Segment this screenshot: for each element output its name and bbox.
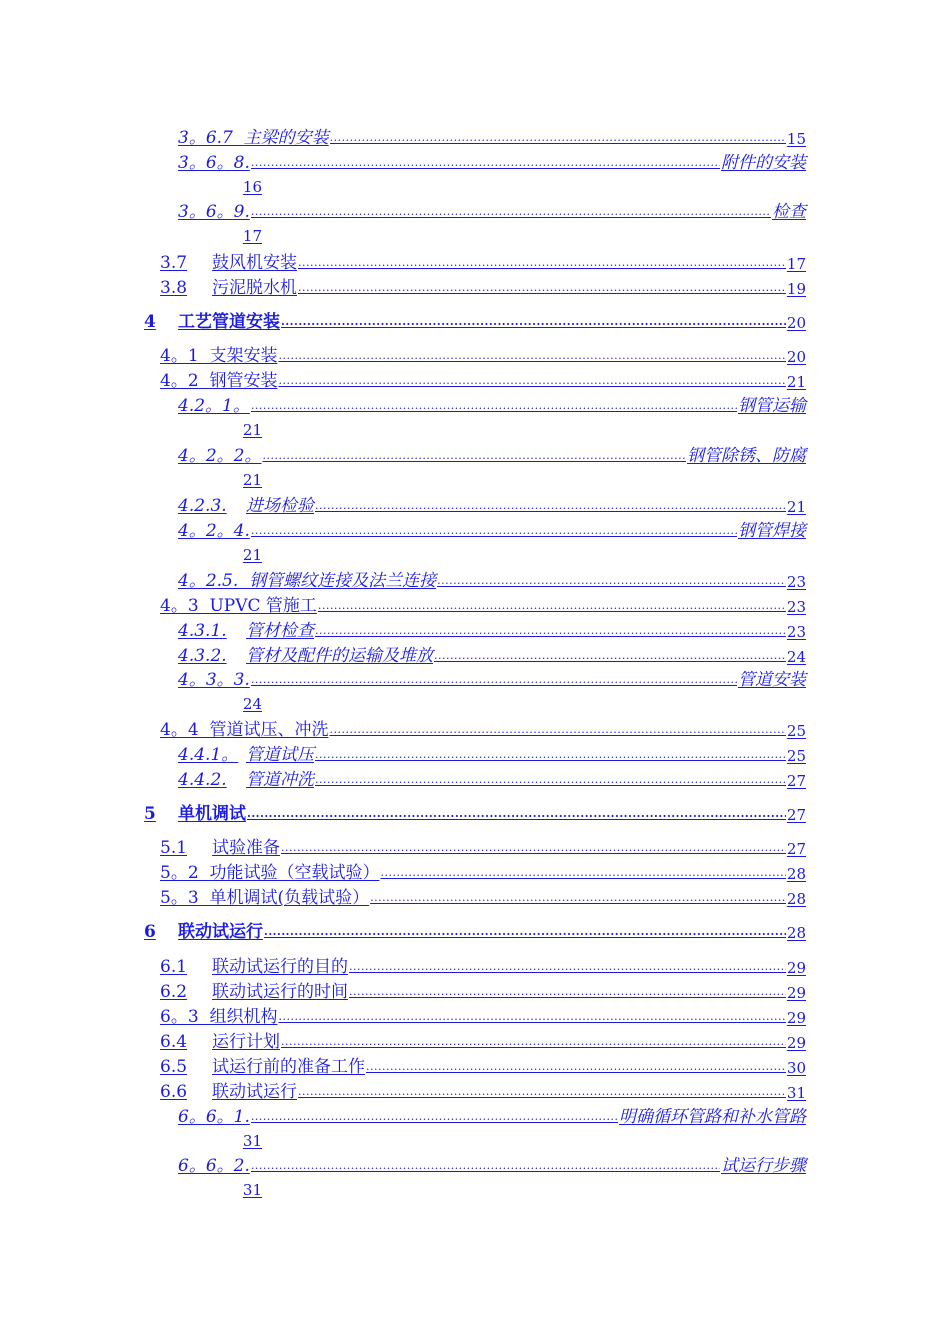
toc-entry-e61[interactable]: [160, 955, 806, 977]
toc-page-number[interactable]: 31: [242, 1181, 262, 1199]
toc-entry-e425[interactable]: [178, 569, 806, 591]
toc-entry-e442[interactable]: [178, 768, 806, 790]
toc-entry-title: 联动试运行的时间: [212, 982, 348, 1002]
toc-page-number[interactable]: 17: [242, 227, 262, 245]
toc-entry-e62[interactable]: [160, 980, 806, 1002]
toc-entry-number: 4.4.1。: [178, 745, 239, 765]
dot-leader: [434, 649, 786, 663]
toc-entry-e53[interactable]: [160, 886, 806, 908]
dot-leader: [278, 374, 785, 388]
toc-entry-number: 4.3.1.: [178, 621, 227, 641]
toc-entry-title: 检查: [772, 202, 806, 222]
toc-page-number: 27: [786, 772, 806, 790]
toc-entry-title: 功能试验（空载试验）: [209, 863, 380, 883]
toc-entry-number: 4。2。2。: [178, 446, 262, 466]
toc-entry-number: 3。6.7: [178, 128, 244, 148]
toc-entry-e66[interactable]: [160, 1080, 806, 1102]
toc-entry-number: 5.1: [160, 838, 188, 858]
dot-leader: [298, 1085, 786, 1099]
toc-entry-number: 4: [144, 312, 156, 332]
toc-entry-title: 联动试运行: [178, 922, 263, 942]
dot-leader: [281, 841, 786, 855]
toc-entry-e42[interactable]: [160, 369, 806, 391]
dot-leader: [315, 499, 786, 513]
toc-page-number: 23: [786, 573, 806, 591]
toc-entry-e38[interactable]: [160, 276, 806, 298]
toc-entry-number: 4。2.5.: [178, 571, 250, 591]
toc-entry-title: 管道试压: [246, 745, 314, 765]
dot-leader: [318, 599, 786, 613]
toc-entry-e5[interactable]: [144, 802, 806, 824]
toc-page-number: 20: [786, 314, 806, 332]
dot-leader: [281, 1035, 786, 1049]
toc-entry-number: 3。6。9.: [178, 202, 250, 222]
toc-page-number: 29: [786, 1009, 806, 1027]
toc-entry-number: 4.2。1。: [178, 396, 250, 416]
toc-entry-number: 4。3: [160, 596, 210, 616]
toc-page-number[interactable]: 31: [242, 1132, 262, 1150]
toc-page-number: 24: [786, 648, 806, 666]
toc-entry-e43[interactable]: [160, 594, 806, 616]
toc-entry-e4[interactable]: [144, 310, 806, 332]
toc-page-number[interactable]: 21: [242, 471, 262, 489]
toc-entry-title: 钢管运输: [738, 396, 806, 416]
toc-entry-e368[interactable]: [178, 151, 806, 173]
toc-page-number: 31: [786, 1084, 806, 1102]
toc-entry-number: 6: [144, 922, 156, 942]
toc-entry-number: 4.3.2.: [178, 646, 227, 666]
dot-leader: [330, 131, 786, 145]
dot-leader: [251, 524, 737, 538]
toc-entry-title: 联动试运行的目的: [212, 957, 348, 977]
dot-leader: [315, 624, 786, 638]
toc-entry-e661[interactable]: [178, 1105, 806, 1127]
toc-entry-title: 附件的安装: [721, 153, 806, 173]
toc-entry-number: 5。2: [160, 863, 210, 883]
toc-entry-e6[interactable]: [144, 920, 806, 942]
dot-leader: [264, 925, 786, 939]
toc-entry-title: 钢管除锈、防腐: [687, 446, 806, 466]
toc-entry-title: 单机调试(负载试验）: [209, 888, 370, 908]
toc-entry-title: 支架安装: [209, 346, 278, 366]
dot-leader: [349, 960, 786, 974]
toc-entry-title: 管材及配件的运输及堆放: [246, 646, 433, 666]
dot-leader: [366, 1060, 786, 1074]
toc-entry-number: 5。3: [160, 888, 210, 908]
toc-entry-title: 钢管螺纹连接及法兰连接: [249, 571, 437, 591]
toc-entry-title: UPVC 管施工: [209, 596, 317, 616]
toc-entry-title: 钢管焊接: [738, 521, 806, 541]
toc-entry-e421[interactable]: [178, 394, 806, 416]
dot-leader: [315, 748, 786, 762]
toc-entry-e37[interactable]: [160, 251, 806, 273]
toc-entry-e64[interactable]: [160, 1030, 806, 1052]
dot-leader: [278, 1010, 785, 1024]
toc-page-number: 21: [786, 373, 806, 391]
toc-page-number: 20: [786, 348, 806, 366]
toc-page-number: 30: [786, 1059, 806, 1077]
toc-entry-number: 6。3: [160, 1007, 210, 1027]
toc-entry-e63[interactable]: [160, 1005, 806, 1027]
toc-entry-title: 单机调试: [178, 804, 246, 824]
toc-entry-title: 试验准备: [212, 838, 280, 858]
toc-entry-e662[interactable]: [178, 1154, 806, 1176]
toc-entry-e423[interactable]: [178, 494, 806, 516]
toc-entry-e431[interactable]: [178, 619, 806, 641]
toc-entry-number: 4.2.3.: [178, 496, 227, 516]
toc-page-number: 29: [786, 984, 806, 1002]
dot-leader: [437, 574, 786, 588]
toc-page-number: 21: [786, 498, 806, 516]
dot-leader: [251, 156, 720, 170]
dot-leader: [251, 1159, 720, 1173]
toc-entry-number: 3。6。8.: [178, 153, 250, 173]
dot-leader: [298, 281, 786, 295]
dot-leader: [298, 256, 786, 270]
toc-page-number: 25: [786, 722, 806, 740]
toc-entry-e369[interactable]: [178, 200, 806, 222]
dot-leader: [251, 1110, 618, 1124]
toc-entry-title: 明确循环管路和补水管路: [619, 1107, 806, 1127]
toc-page-number: 29: [786, 959, 806, 977]
toc-entry-e51[interactable]: [160, 836, 806, 858]
dot-leader: [349, 985, 786, 999]
toc-page-number: 23: [786, 598, 806, 616]
dot-leader: [251, 205, 771, 219]
dot-leader: [247, 807, 786, 821]
toc-entry-title: 试运行步骤: [721, 1156, 806, 1176]
toc-entry-e433[interactable]: [178, 668, 806, 690]
toc-page-number: 17: [786, 255, 806, 273]
toc-entry-title: 联动试运行: [212, 1082, 297, 1102]
toc-entry-title: 管道试压、冲洗: [209, 720, 329, 740]
toc-entry-title: 试运行前的准备工作: [212, 1057, 365, 1077]
toc-entry-e367[interactable]: [178, 126, 806, 148]
dot-leader: [370, 891, 786, 905]
toc-entry-title: 鼓风机安装: [212, 253, 297, 273]
toc-entry-number: 4。2。4.: [178, 521, 250, 541]
toc-page-number[interactable]: 21: [242, 546, 262, 564]
toc-entry-e432[interactable]: [178, 644, 806, 666]
toc-entry-title: 进场检验: [246, 496, 314, 516]
toc-entry-title: 主梁的安装: [243, 128, 329, 148]
toc-entry-number: 4。3。3.: [178, 670, 250, 690]
toc-entry-number: 6。6。2.: [178, 1156, 250, 1176]
toc-entry-number: 4。4: [160, 720, 210, 740]
dot-leader: [329, 723, 785, 737]
toc-page-number[interactable]: 16: [242, 178, 262, 196]
toc-page-number: 25: [786, 747, 806, 765]
toc-entry-number: 5: [144, 804, 156, 824]
toc-page-number: 28: [786, 865, 806, 883]
toc-entry-number: 4。2: [160, 371, 210, 391]
toc-page-number: 27: [786, 806, 806, 824]
toc-entry-title: 污泥脱水机: [212, 278, 297, 298]
toc-page-number: 23: [786, 623, 806, 641]
toc-entry-e44[interactable]: [160, 718, 806, 740]
toc-entry-e52[interactable]: [160, 861, 806, 883]
toc-page-number: 29: [786, 1034, 806, 1052]
dot-leader: [262, 449, 686, 463]
toc-entry-number: 6.6: [160, 1082, 188, 1102]
toc-page-number[interactable]: 21: [242, 421, 262, 439]
toc-page-number: 28: [786, 924, 806, 942]
toc-entry-title: 组织机构: [209, 1007, 278, 1027]
toc-entry-number: 3.8: [160, 278, 188, 298]
toc-page-number[interactable]: 24: [242, 695, 262, 713]
toc-entry-e424[interactable]: [178, 519, 806, 541]
toc-entry-title: 管道安装: [738, 670, 806, 690]
toc-entry-number: 6.5: [160, 1057, 188, 1077]
toc-page-number: 15: [786, 130, 806, 148]
dot-leader: [380, 866, 785, 880]
toc-entry-title: 钢管安装: [209, 371, 278, 391]
toc-entry-number: 4.4.2.: [178, 770, 227, 790]
toc-page-number: 28: [786, 890, 806, 908]
toc-page-number: 19: [786, 280, 806, 298]
toc-entry-e422[interactable]: [178, 444, 806, 466]
dot-leader: [281, 315, 786, 329]
toc-entry-title: 管材检查: [246, 621, 314, 641]
toc-entry-title: 运行计划: [212, 1032, 280, 1052]
toc-entry-number: 6.2: [160, 982, 188, 1002]
toc-entry-number: 4。1: [160, 346, 210, 366]
toc-entry-number: 6.1: [160, 957, 188, 977]
toc-entry-number: 6。6。1.: [178, 1107, 250, 1127]
toc-page-number: 27: [786, 840, 806, 858]
toc-entry-number: 6.4: [160, 1032, 188, 1052]
toc-entry-e65[interactable]: [160, 1055, 806, 1077]
toc-entry-number: 3.7: [160, 253, 188, 273]
dot-leader: [278, 349, 785, 363]
toc-entry-e41[interactable]: [160, 344, 806, 366]
toc-entry-title: 工艺管道安装: [178, 312, 280, 332]
toc-entry-e441[interactable]: [178, 743, 806, 765]
dot-leader: [315, 773, 786, 787]
dot-leader: [251, 673, 737, 687]
toc-entry-title: 管道冲洗: [246, 770, 314, 790]
dot-leader: [251, 399, 737, 413]
